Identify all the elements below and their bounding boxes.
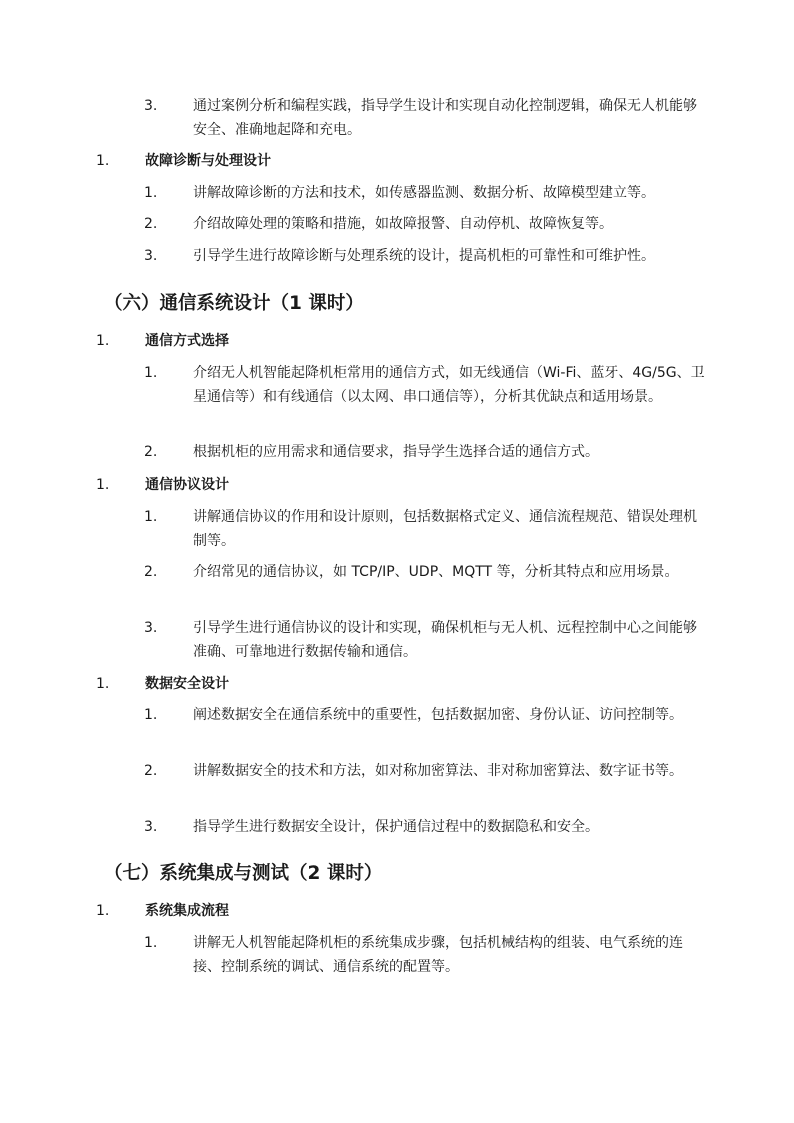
list-number: 3. (144, 620, 158, 636)
subsection-title: 故障诊断与处理设计 (145, 153, 271, 169)
list-text: 介绍常见的通信协议，如 TCP/IP、UDP、MQTT 等，分析其特点和应用场景。 (193, 564, 679, 580)
subsection-title: 通信协议设计 (145, 477, 229, 493)
list-text: 介绍无人机智能起降机柜常用的通信方式，如无线通信（Wi-Fi、蓝牙、4G/5G、卫星通信等）和有线通信（以太网、串口通信等），分析其优缺点和适用场景。 (193, 365, 705, 405)
list-text: 讲解无人机智能起降机柜的系统集成步骤，包括机械结构的组装、电气系统的连接、控制系统的调试、通信系统的配置等。 (193, 935, 683, 975)
list-number: 1. (144, 509, 158, 525)
list-text: 讲解数据安全的技术和方法，如对称加密算法、非对称加密算法、数字证书等。 (193, 763, 683, 779)
list-number: 2. (144, 444, 158, 460)
list-number: 1. (96, 676, 110, 692)
list-text: 引导学生进行故障诊断与处理系统的设计，提高机柜的可靠性和可维护性。 (193, 248, 655, 264)
list-number: 1. (144, 185, 158, 201)
list-text: 讲解故障诊断的方法和技术，如传感器监测、数据分析、故障模型建立等。 (193, 185, 655, 201)
subsection-title: 通信方式选择 (145, 333, 229, 349)
list-text: 根据机柜的应用需求和通信要求，指导学生选择合适的通信方式。 (193, 444, 599, 460)
list-number: 1. (144, 365, 158, 381)
list-number: 1. (96, 333, 110, 349)
list-number: 1. (144, 707, 158, 723)
list-number: 1. (96, 903, 110, 919)
list-number: 2. (144, 564, 158, 580)
list-text: 引导学生进行通信协议的设计和实现，确保机柜与无人机、远程控制中心之间能够准确、可靠地进行数据传输和通信。 (193, 620, 697, 660)
list-text: 介绍故障处理的策略和措施，如故障报警、自动停机、故障恢复等。 (193, 216, 613, 232)
section-heading: （七）系统集成与测试（2 课时） (104, 863, 383, 884)
list-number: 1. (96, 477, 110, 493)
list-text: 指导学生进行数据安全设计，保护通信过程中的数据隐私和安全。 (193, 819, 599, 835)
list-number: 3. (144, 248, 158, 264)
section-heading: （六）通信系统设计（1 课时） (104, 293, 364, 314)
list-number: 1. (144, 935, 158, 951)
list-number: 2. (144, 216, 158, 232)
list-number: 3. (144, 98, 158, 114)
list-number: 3. (144, 819, 158, 835)
subsection-title: 数据安全设计 (145, 676, 229, 692)
subsection-title: 系统集成流程 (145, 903, 229, 919)
list-text: 讲解通信协议的作用和设计原则，包括数据格式定义、通信流程规范、错误处理机制等。 (193, 509, 697, 549)
list-number: 1. (96, 153, 110, 169)
list-text: 阐述数据安全在通信系统中的重要性，包括数据加密、身份认证、访问控制等。 (193, 707, 683, 723)
list-text: 通过案例分析和编程实践，指导学生设计和实现自动化控制逻辑，确保无人机能够安全、准确地起降和充电。 (193, 98, 697, 138)
list-number: 2. (144, 763, 158, 779)
